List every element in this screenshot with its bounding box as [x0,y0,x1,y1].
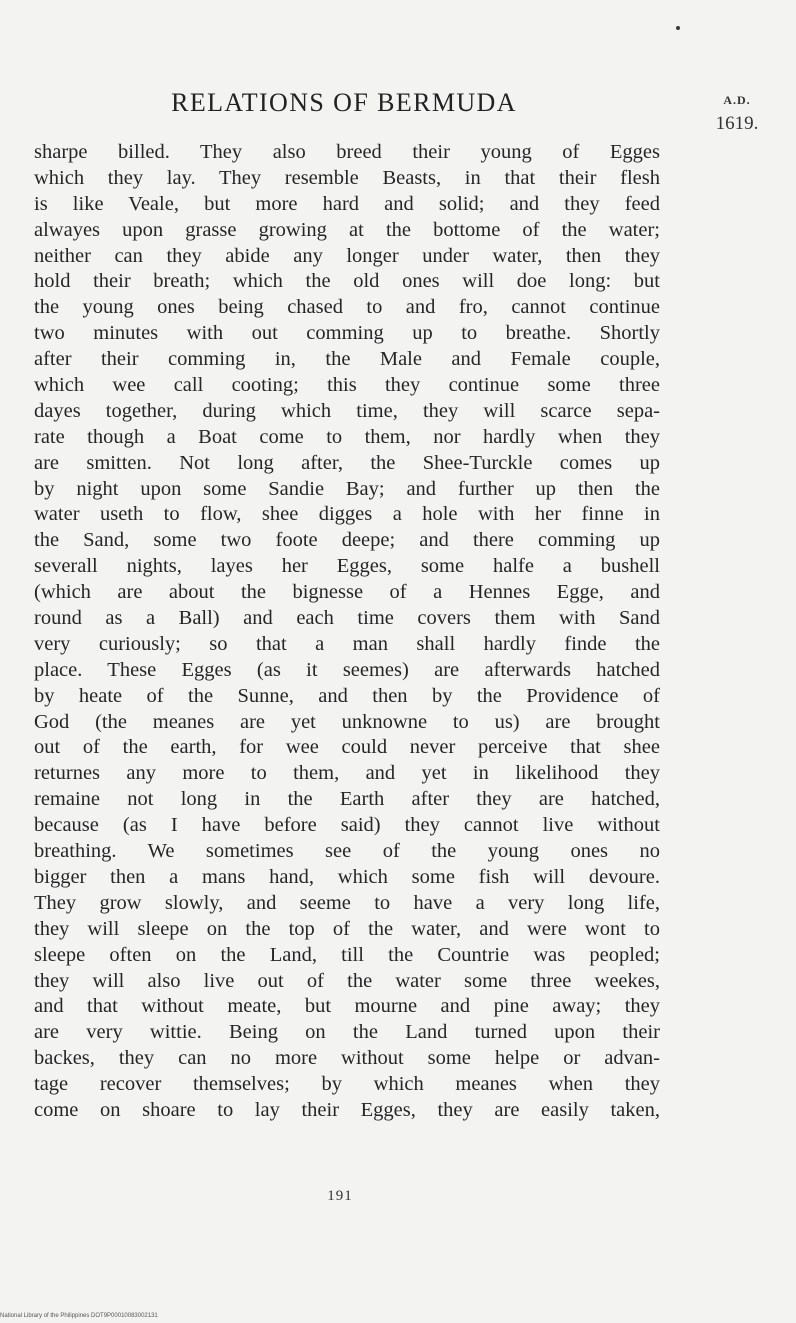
text-line: hold their breath; which the old ones will doe long: but [34,270,660,293]
margin-date-year: 1619. [715,113,759,134]
text-line: and that without meate, but mourne and pine away; they [34,995,660,1018]
ink-speck [676,26,680,30]
text-line: is like Veale, but more hard and solid; and they feed [34,192,660,215]
text-line: out of the earth, for wee could never perceive that shee [34,736,660,759]
text-line: because (as I have before said) they cannot live without [34,814,660,837]
running-head: RELATIONS OF BERMUDA [171,88,517,117]
text-line: neither can they abide any longer under water, then they [34,244,660,267]
text-line: returnes any more to them, and yet in likelihood they [34,762,660,785]
text-line: alwayes upon grasse growing at the bottome of the water; [34,218,660,241]
text-line: water useth to flow, shee digges a hole with her finne in [34,503,660,526]
text-line: backes, they can no more without some helpe or advan- [34,1047,660,1070]
text-line: come on shoare to lay their Egges, they are easily taken, [34,1098,660,1121]
text-line: two minutes with out comming up to breathe. Shortly [34,322,660,345]
margin-date-label: A.D. [723,93,751,107]
text-line: are smitten. Not long after, the Shee-Turckle comes up [34,451,660,474]
text-line: dayes together, during which time, they will scarce sepa- [34,399,660,422]
text-line: they will also live out of the water some three weekes, [34,969,660,992]
body-text [34,140,660,1124]
text-line: breathing. We sometimes see of the young ones no [34,840,660,863]
text-line: after their comming in, the Male and Female couple, [34,348,660,371]
text-line: remaine not long in the Earth after they are hatched, [34,788,660,811]
text-line: are very wittie. Being on the Land turned upon their [34,1021,660,1044]
text-line: which they lay. They resemble Beasts, in that their flesh [34,166,660,189]
scan-credit: National Library of the Philippines DOT9P00010083002131 [0,1313,158,1319]
text-line: place. These Egges (as it seemes) are afterwards hatched [34,658,660,681]
text-line: God (the meanes are yet unknowne to us) are brought [34,710,660,733]
text-line: bigger then a mans hand, which some fish will devoure. [34,865,660,888]
text-line: the young ones being chased to and fro, cannot continue [34,296,660,319]
text-line: very curiously; so that a man shall hardly finde the [34,632,660,655]
text-line: by night upon some Sandie Bay; and further up then the [34,477,660,500]
text-line: rate though a Boat come to them, nor hardly when they [34,425,660,448]
text-line: sleepe often on the Land, till the Countrie was peopled; [34,943,660,966]
text-line: They grow slowly, and seeme to have a very long life, [34,891,660,914]
text-line: they will sleepe on the top of the water, and were wont to [34,917,660,940]
text-line: by heate of the Sunne, and then by the Providence of [34,684,660,707]
text-line: severall nights, layes her Egges, some halfe a bushell [34,555,660,578]
text-line: which wee call cooting; this they continue some three [34,374,660,397]
text-line: (which are about the bignesse of a Hennes Egge, and [34,581,660,604]
text-line: sharpe billed. They also breed their young of Egges [34,141,660,163]
text-line: round as a Ball) and each time covers them with Sand [34,607,660,630]
text-line: the Sand, some two foote deepe; and there comming up [34,529,660,552]
text-line: tage recover themselves; by which meanes when they [34,1073,660,1096]
page-number: 191 [327,1188,353,1204]
